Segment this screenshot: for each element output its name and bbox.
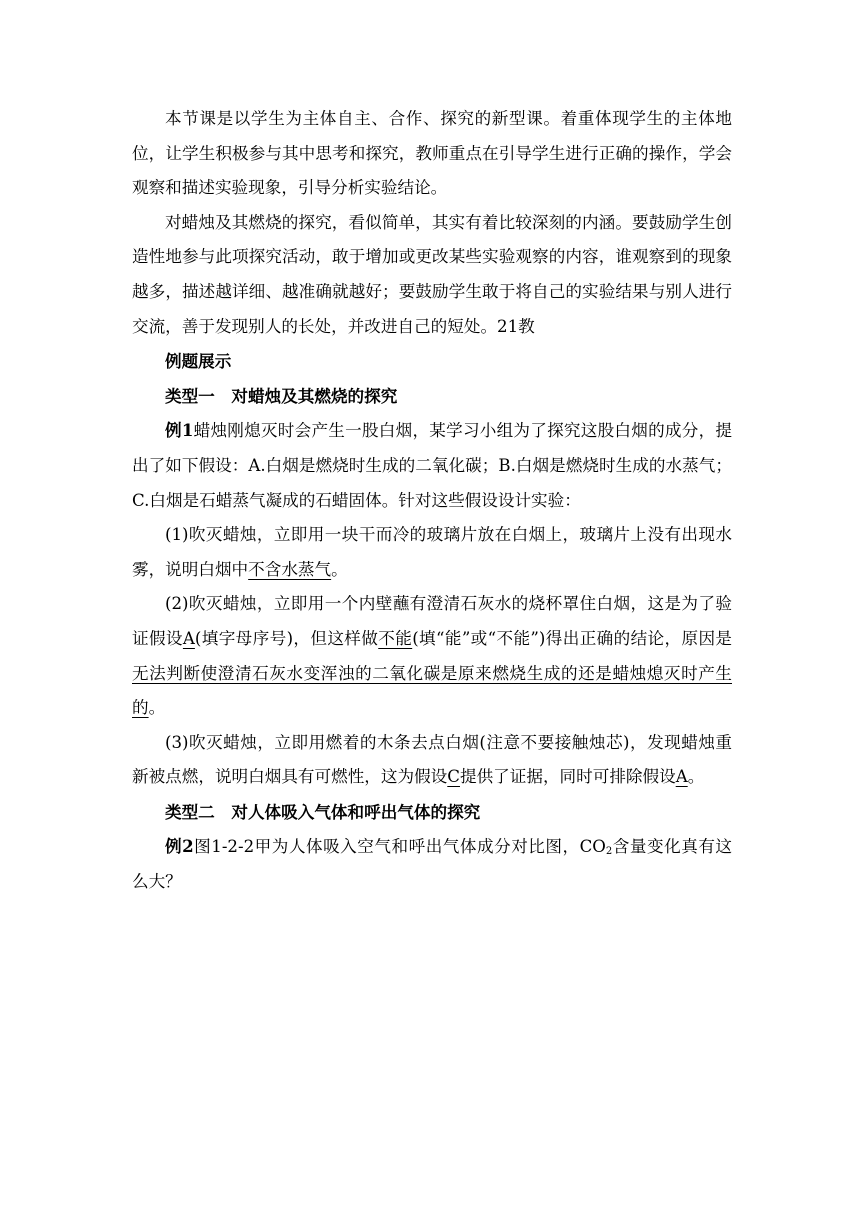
question-3-end: 。 <box>687 767 705 787</box>
question-1-end: 。 <box>331 559 348 579</box>
question-3-answer-a: C <box>447 767 460 787</box>
question-3 <box>132 726 732 795</box>
question-2 <box>132 587 732 725</box>
question-1-text: (1)吹灭蜡烛，立即用一块干而冷的玻璃片放在白烟上，玻璃片上没有出现水雾，说明白烟中 <box>132 525 732 579</box>
section-title: 例题展示 <box>165 351 232 372</box>
question-2-text-b: (填字母序号)，但这样做 <box>194 628 379 648</box>
example-1-label: 例1 <box>165 420 194 441</box>
question-2-text-c: (填“能”或“不能”)得出正确的结论，原因是 <box>412 628 733 648</box>
example-2-label: 例2 <box>165 836 194 857</box>
intro-paragraph-1: 本节课是以学生为主体自主、合作、探究的新型课。着重体现学生的主体地位，让学生积极参与其中思考和探究，教师重点在引导学生进行正确的操作，学会观察和描述实验现象，引导分析实验结论。 <box>132 109 732 198</box>
type2-title: 类型二 对人体吸入气体和呼出气体的探究 <box>165 801 481 822</box>
document-page <box>132 102 732 900</box>
question-3-text-a: (3)吹灭蜡烛，立即用燃着的木条去点白烟(注意不要接触烛芯)，发现蜡烛重新被点燃，说明白烟具有可燃性，这为假设 <box>132 732 732 787</box>
question-2-answer-b: 不能 <box>378 628 413 648</box>
type1-title: 类型一 对蜡烛及其燃烧的探究 <box>165 385 398 406</box>
example-2 <box>132 829 732 899</box>
co2-subscript: 2 <box>605 846 613 858</box>
question-3-text-b: 提供了证据，同时可排除假设 <box>459 767 676 787</box>
question-2-end: 。 <box>148 698 166 718</box>
example-1 <box>132 413 732 518</box>
question-3-answer-b: A <box>675 767 688 787</box>
question-2-answer-a: A <box>182 628 195 648</box>
question-1-answer: 不含水蒸气 <box>248 559 332 579</box>
example-2-text-b: 含量变化真有这么大？ <box>132 837 733 892</box>
intro-paragraph-2: 对蜡烛及其燃烧的探究，看似简单，其实有着比较深刻的内涵。要鼓励学生创造性地参与此项探究活动，敢于增加或更改某些实验观察的内容，谁观察到的现象越多，描述越详细、越准确就越好；要鼓励学生敢于将自己的实验结果与别人进行交流，善于发现别人的长处，并改进自己的短处。21教 <box>132 212 732 336</box>
question-1 <box>132 518 732 587</box>
question-2-answer-c: 无法判断使澄清石灰水变浑浊的二氧化碳是原来燃烧生成的还是蜡烛熄灭时产生的 <box>132 663 732 718</box>
example-2-text-a: 图1-2-2甲为人体吸入空气和呼出气体成分对比图，CO <box>193 837 606 857</box>
example-1-text: 蜡烛刚熄灭时会产生一股白烟，某学习小组为了探究这股白烟的成分，提出了如下假设：A.白烟是燃烧时生成的二氧化碳；B.白烟是燃烧时生成的水蒸气；C.白烟是石蜡蒸气凝成的石蜡固体。针对这些假设设计实验： <box>132 421 733 510</box>
question-2-text-a: (2)吹灭蜡烛，立即用一个内壁蘸有澄清石灰水的烧杯罩住白烟，这是为了验证假设 <box>132 594 732 648</box>
